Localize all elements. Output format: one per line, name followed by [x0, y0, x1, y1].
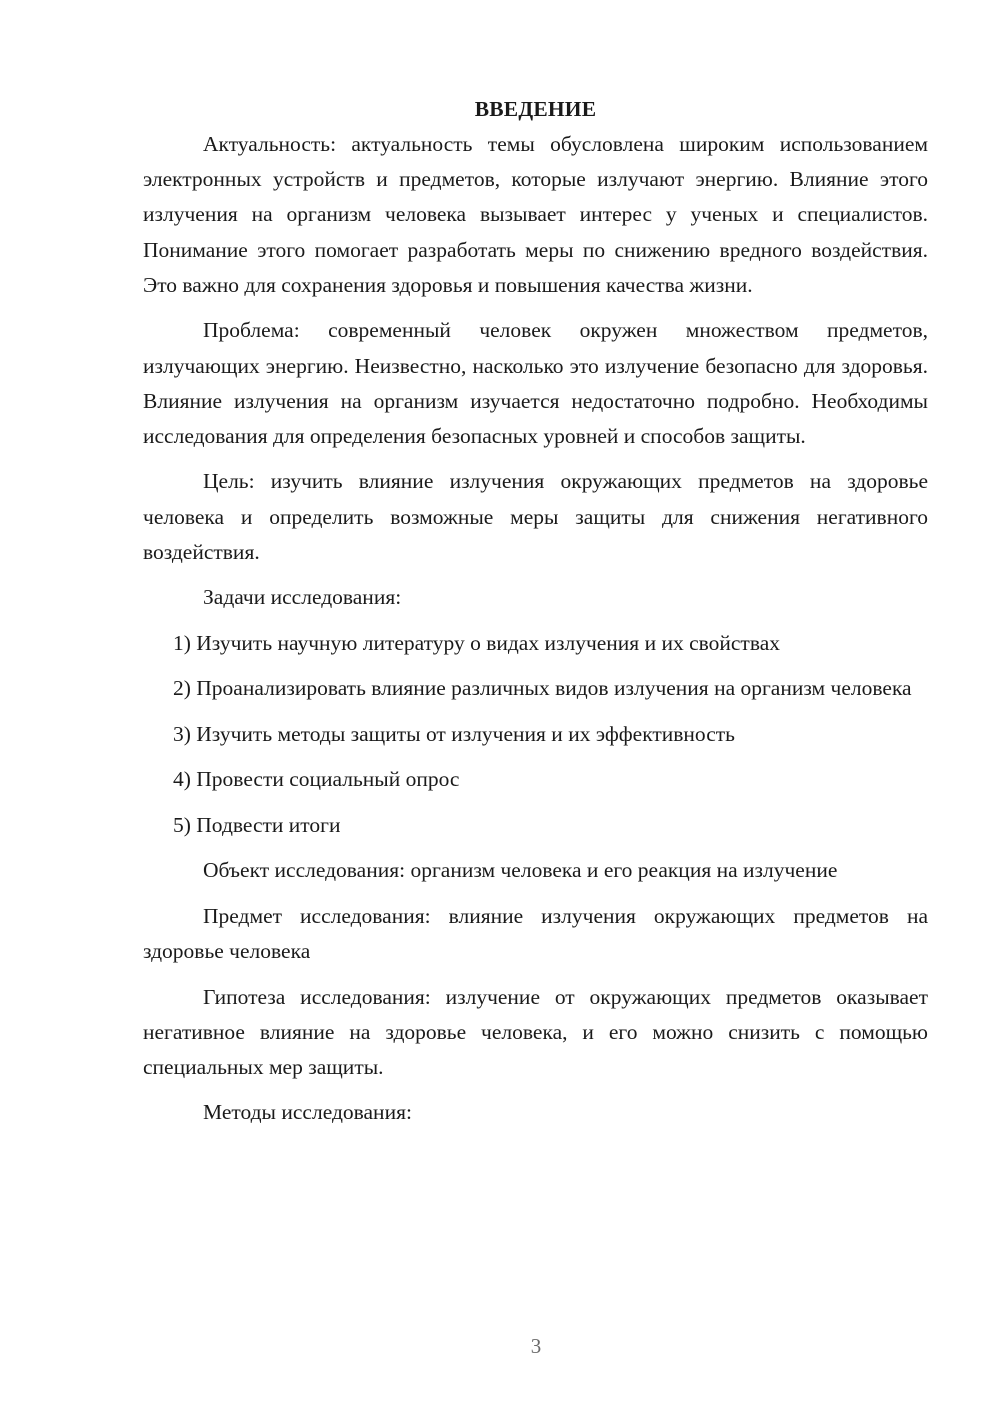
paragraph-relevance: Актуальность: актуальность темы обусловлена широким использованием электронных устройств и предметов, которые излучают энергию. Влияние этого излучения на организм человека вызывает интерес у ученых и специалистов. Понимание этого помогает разработать меры по снижению вредного воздействия. Это важно для сохранения здоровья и повышения качества жизни. — [143, 132, 928, 297]
page-content — [143, 92, 928, 1141]
section-title: ВВЕДЕНИЕ — [474, 97, 597, 121]
task-item-5: 5) Подвести итоги — [173, 812, 341, 837]
task-item-3: 3) Изучить методы защиты от излучения и их эффективность — [173, 721, 735, 746]
paragraph-methods: Методы исследования: — [203, 1100, 412, 1125]
page-number: 3 — [530, 1334, 542, 1358]
paragraph-tasks-heading: Задачи исследования: — [203, 585, 402, 610]
paragraph-subject: Предмет исследования: влияние излучения окружающих предметов на здоровье человека — [143, 903, 928, 964]
paragraph-problem: Проблема: современный человек окружен множеством предметов, излучающих энергию. Неизвестно, насколько это излучение безопасно для здоровья. Влияние излучения на организм изучается недостаточно подробно. Необходимы исследования для определения безопасных уровней и способов защиты. — [143, 318, 928, 448]
paragraph-object: Объект исследования: организм человека и его реакция на излучение — [203, 858, 838, 883]
task-item-4: 4) Провести социальный опрос — [173, 767, 460, 792]
paragraph-goal: Цель: изучить влияние излучения окружающих предметов на здоровье человека и определить возможные меры защиты для снижения негативного воздействия. — [143, 469, 928, 564]
task-item-2: 2) Проанализировать влияние различных видов излучения на организм человека — [173, 676, 912, 701]
task-item-1: 1) Изучить научную литературу о видах излучения и их свойствах — [173, 630, 780, 655]
paragraph-hypothesis: Гипотеза исследования: излучение от окружающих предметов оказывает негативное влияние на здоровье человека, и его можно снизить с помощью специальных мер защиты. — [143, 984, 928, 1079]
